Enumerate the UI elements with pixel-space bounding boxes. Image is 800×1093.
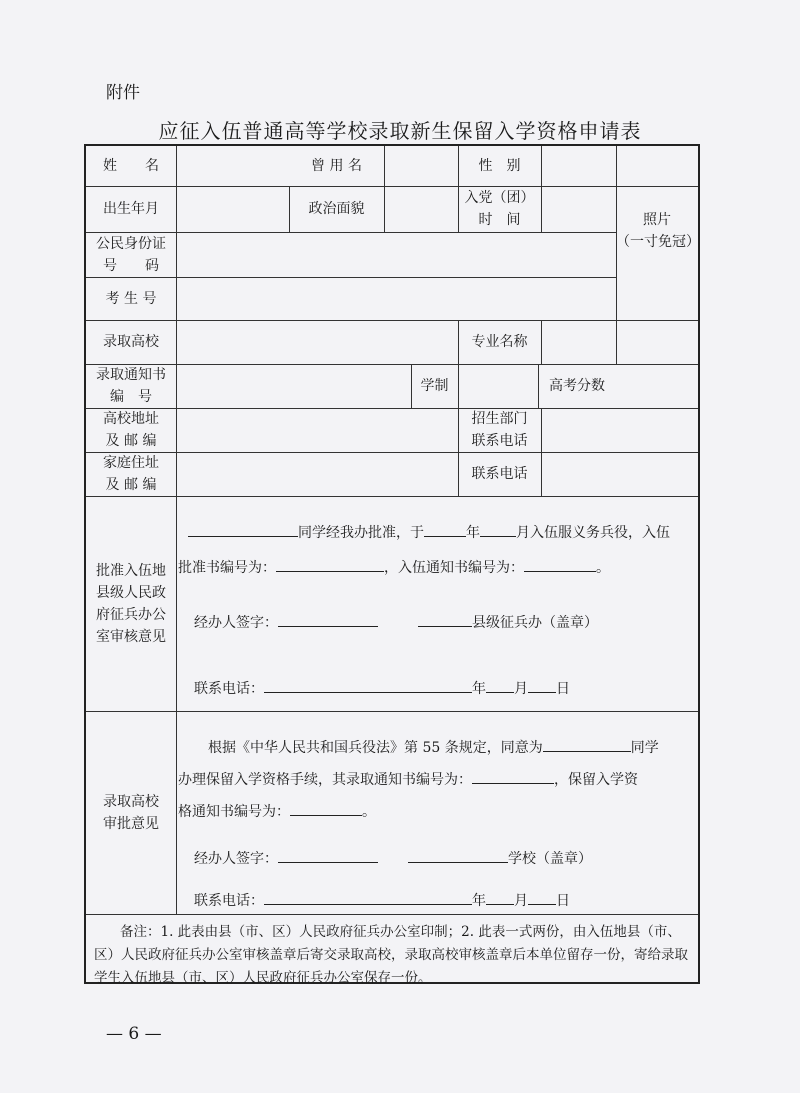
approval-number-blank[interactable] <box>276 555 384 572</box>
county-phone-blank[interactable] <box>264 676 414 693</box>
enlist-month-blank[interactable] <box>480 520 516 537</box>
school-name-blank[interactable] <box>408 846 508 863</box>
school-review-label: 录取高校 审批意见 <box>103 793 159 832</box>
school-phone-line: 联系电话： 年 月 日 <box>194 888 570 910</box>
school-review-line1: 根据《中华人民共和国兵役法》第 55 条规定，同意为 同学 <box>208 735 659 757</box>
county-name-blank[interactable] <box>418 610 472 627</box>
birth-label: 出生年月 <box>103 201 159 217</box>
home-address-label: 家庭住址 及 邮 编 <box>103 455 159 493</box>
school-handler-line: 经办人签字： 学校（盖章） <box>194 846 592 868</box>
county-review-label: 批准入伍地 县级人民政 府征兵办公 室审核意见 <box>96 562 166 645</box>
county-phone-line: 联系电话： 年 月 日 <box>194 676 570 698</box>
major-label: 专业名称 <box>471 334 528 350</box>
school-review-line3: 格通知书编号为： 。 <box>178 799 376 821</box>
form-notes: 备注：1. 此表由县（市、区）人民政府征兵办公室印制；2. 此表一式两份，由入伍地县（市、区）人民政府征兵办公室审核盖章后寄交录取高校，录取高校审核盖章后本单位留存一份，寄给录取学生入伍地县（市、区）人民政府征兵办公室保存一份。 <box>94 924 688 986</box>
exam-score-label: 高考分数 <box>549 378 605 394</box>
attachment-label: 附件 <box>106 83 140 103</box>
admissions-phone-label: 招生部门 联系电话 <box>471 411 528 449</box>
party-join-label: 入党（团） 时 间 <box>464 190 535 228</box>
political-label: 政治面貌 <box>308 201 365 217</box>
application-form <box>84 144 700 984</box>
retention-notice-number-blank[interactable] <box>290 799 362 816</box>
exam-number-label: 考 生 号 <box>105 290 157 307</box>
admission-notice-label: 录取通知书 编 号 <box>96 367 166 405</box>
school-address-label: 高校地址 及 邮 编 <box>103 411 159 449</box>
enlist-year-blank[interactable] <box>424 520 466 537</box>
county-handler-line: 经办人签字： 县级征兵办（盖章） <box>194 610 598 632</box>
form-title: 应征入伍普通高等学校录取新生保留入学资格申请表 <box>158 119 642 143</box>
schooling-years-label: 学制 <box>420 378 449 394</box>
photo-box: 照片 （一寸免冠） <box>616 212 700 250</box>
school-handler-signature[interactable] <box>278 846 378 863</box>
id-number-label: 公民身份证 号 码 <box>96 235 166 274</box>
school-phone-blank[interactable] <box>264 888 414 905</box>
county-month-blank[interactable] <box>486 676 514 693</box>
contact-phone-label: 联系电话 <box>471 466 528 482</box>
county-review-line2: 批准书编号为： ，入伍通知书编号为： 。 <box>178 555 610 577</box>
student-name-blank[interactable] <box>188 520 298 537</box>
alias-label: 曾 用 名 <box>311 158 362 174</box>
enlist-notice-number-blank[interactable] <box>524 555 596 572</box>
school-student-name-blank[interactable] <box>543 735 631 752</box>
school-day-blank[interactable] <box>528 888 556 905</box>
admission-notice-number-blank[interactable] <box>472 767 554 784</box>
school-year-blank[interactable] <box>414 888 472 905</box>
name-label: 姓 名 <box>103 158 159 174</box>
page-number: — 6 — <box>106 1024 162 1044</box>
county-year-blank[interactable] <box>414 676 472 693</box>
admitted-school-label: 录取高校 <box>103 334 159 350</box>
gender-label: 性 别 <box>478 158 521 174</box>
school-review-line2: 办理保留入学资格手续，其录取通知书编号为： ，保留入学资 <box>178 767 638 789</box>
county-day-blank[interactable] <box>528 676 556 693</box>
county-handler-signature[interactable] <box>278 610 378 627</box>
county-review-line1: 同学经我办批准，于 年 月入伍服义务兵役，入伍 <box>188 520 670 542</box>
school-month-blank[interactable] <box>486 888 514 905</box>
